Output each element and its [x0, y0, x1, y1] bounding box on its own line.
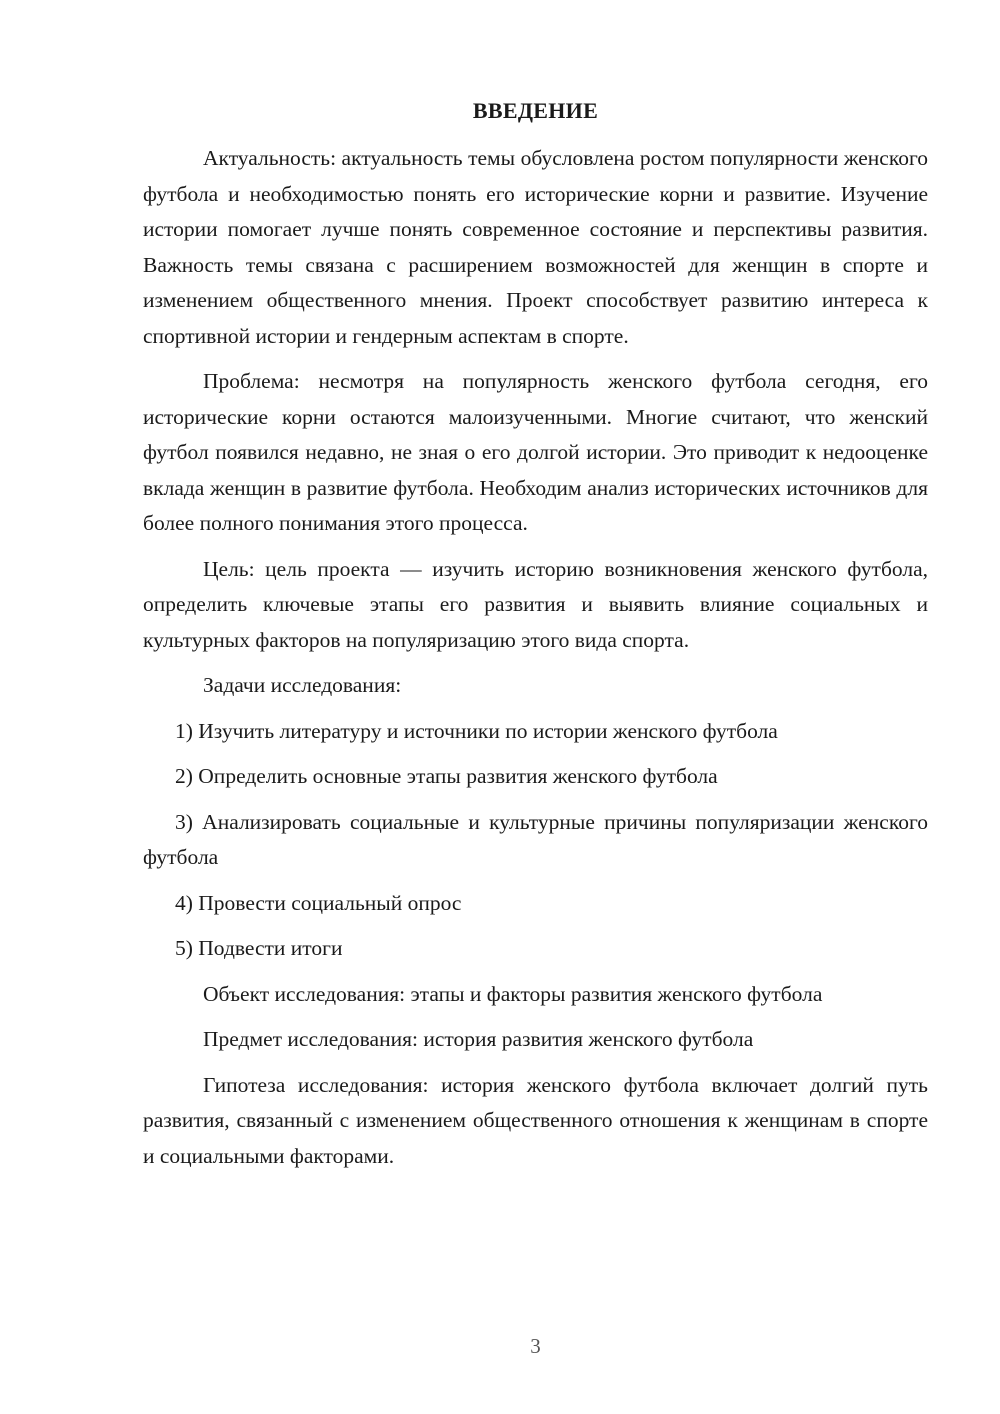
document-body	[143, 141, 928, 1184]
object-paragraph: Объект исследования: этапы и факторы развития женского футбола	[203, 981, 823, 1006]
subject-paragraph: Предмет исследования: история развития женского футбола	[203, 1027, 754, 1051]
document-page	[143, 0, 928, 1414]
task-item-1: 1) Изучить литературу и источники по истории женского футбола	[175, 718, 778, 743]
section-title: ВВЕДЕНИЕ	[472, 98, 599, 123]
tasks-heading: Задачи исследования:	[203, 673, 402, 697]
task-item-5: 5) Подвести итоги	[175, 936, 343, 960]
hypothesis-paragraph: Гипотеза исследования: история женского футбола включает долгий путь развития, связанный с изменением общественного отношения к женщинам в спорте и социальными факторами.	[143, 1072, 928, 1168]
goal-paragraph: Цель: цель проекта — изучить историю возникновения женского футбола, определить ключевые этапы его развития и выявить влияние социальных и культурных факторов на популяризацию этого вида спорта.	[143, 556, 928, 652]
problem-paragraph: Проблема: несмотря на популярность женского футбола сегодня, его исторические корни остаются малоизученными. Многие считают, что женский футбол появился недавно, не зная о его долгой истории. Это приводит к недооценке вклада женщин в развитие футбола. Необходим анализ исторических источников для более полного понимания этого процесса.	[143, 369, 928, 535]
task-item-3: 3) Анализировать социальные и культурные причины популяризации женского футбола	[143, 809, 928, 869]
task-item-4: 4) Провести социальный опрос	[175, 890, 462, 915]
page-number: 3	[530, 1334, 541, 1358]
relevance-paragraph: Актуальность: актуальность темы обусловлена ростом популярности женского футбола и необходимостью понять его исторические корни и развитие. Изучение истории помогает лучше понять современное состояние и перспективы развития. Важность темы связана с расширением возможностей для женщин в спорте и изменением общественного мнения. Проект способствует развитию интереса к спортивной истории и гендерным аспектам в спорте.	[143, 146, 928, 348]
task-item-2: 2) Определить основные этапы развития женского футбола	[175, 764, 718, 788]
